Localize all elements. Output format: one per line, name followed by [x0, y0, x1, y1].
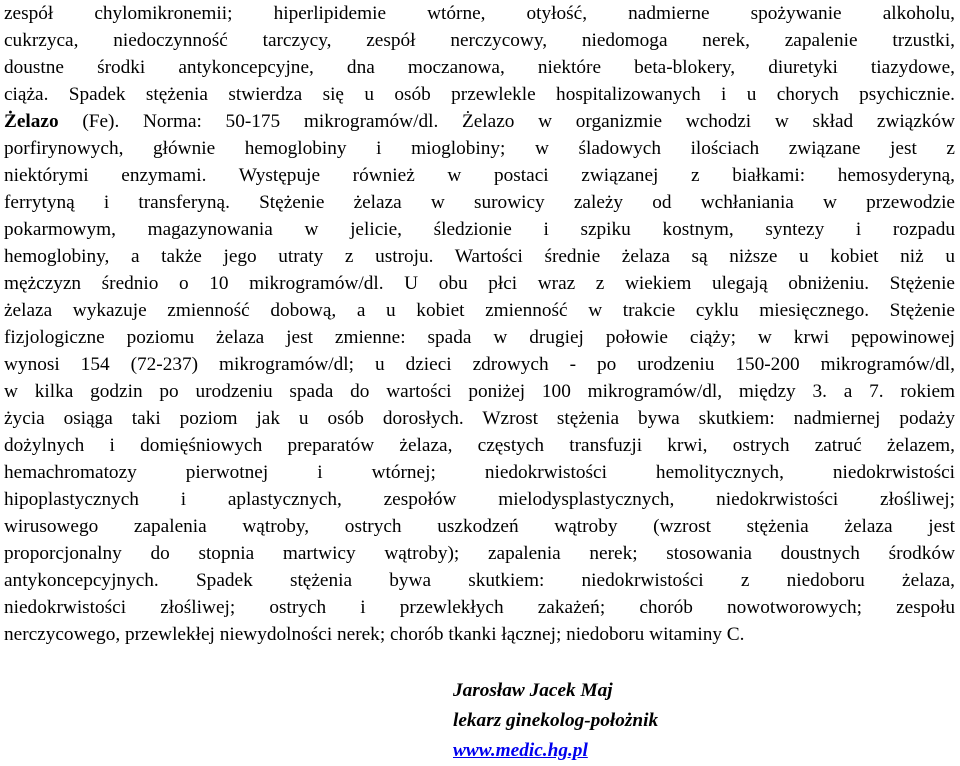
text-line-18: hemachromatozy pierwotnej i wtórnej; niedokrwistości hemolitycznych, niedokrwistości [4, 462, 955, 483]
text-line-20: wirusowego zapalenia wątroby, ostrych uszkodzeń wątroby (wzrost stężenia żelaza jest [4, 516, 955, 537]
author-title: lekarz ginekolog-położnik [453, 710, 659, 731]
website-link[interactable]: www.medic.hg.pl [453, 740, 588, 761]
document-body [4, 0, 955, 648]
text-line-13: fizjologiczne poziomu żelaza jest zmienne: spada w drugiej połowie ciąży; w krwi pępowinowej [4, 327, 955, 348]
text-line-23: niedokrwistości złośliwej; ostrych i przewlekłych zakażeń; chorób nowotworowych; zespołu [4, 597, 955, 618]
text-line-21: proporcjonalny do stopnia martwicy wątroby); zapalenia nerek; stosowania doustnych środków [4, 543, 955, 564]
text-line-6: porfirynowych, głównie hemoglobiny i mioglobiny; w śladowych ilościach związane jest z [4, 138, 955, 159]
text-line-11: mężczyzn średnio o 10 mikrogramów/dl. U obu płci wraz z wiekiem ulegają obniżeniu. Stężenie [4, 273, 955, 294]
text-line-3: doustne środki antykoncepcyjne, dna moczanowa, niektóre beta-blokery, diuretyki tiazydowe, [4, 57, 955, 78]
text-line-17: dożylnych i domięśniowych preparatów żelaza, częstych transfuzji krwi, ostrych zatruć żelazem, [4, 435, 955, 456]
text-line-10: hemoglobiny, a także jego utraty z ustroju. Wartości średnie żelaza są niższe u kobiet niż u [4, 246, 955, 267]
text-line-15: w kilka godzin po urodzeniu spada do wartości poniżej 100 mikrogramów/dl, między 3. a 7. rokiem [4, 381, 955, 402]
text-line-22: antykoncepcyjnych. Spadek stężenia bywa skutkiem: niedokrwistości z niedoboru żelaza, [4, 570, 955, 591]
text-line-1: zespół chylomikronemii; hiperlipidemie wtórne, otyłość, nadmierne spożywanie alkoholu, [4, 3, 955, 24]
author-name: Jarosław Jacek Maj [453, 680, 613, 701]
text-line-5-rest: (Fe). Norma: 50-175 mikrogramów/dl. Żelazo w organizmie wchodzi w skład związków [58, 111, 955, 132]
text-line-7: niektórymi enzymami. Występuje również w postaci związanej z białkami: hemosyderyną, [4, 165, 955, 186]
text-line-19: hipoplastycznych i aplastycznych, zespołów mielodysplastycznych, niedokrwistości złośliwej; [4, 489, 955, 510]
text-line-8: ferrytyną i transferyną. Stężenie żelaza w surowicy zależy od wchłaniania w przewodzie [4, 192, 955, 213]
text-line-16: życia osiąga taki poziom jak u osób dorosłych. Wzrost stężenia bywa skutkiem: nadmiernej podaży [4, 408, 955, 429]
text-line-4: ciąża. Spadek stężenia stwierdza się u osób przewlekle hospitalizowanych i u chorych psychicznie. [4, 84, 955, 105]
text-line-14: wynosi 154 (72-237) mikrogramów/dl; u dzieci zdrowych - po urodzeniu 150-200 mikrogramów/dl, [4, 354, 955, 375]
text-line-9: pokarmowym, magazynowania w jelicie, śledzionie i szpiku kostnym, syntezy i rozpadu [4, 219, 955, 240]
text-line-5 [4, 108, 955, 135]
section-heading-zelazo: Żelazo [4, 111, 59, 132]
text-line-24: nerczycowego, przewlekłej niewydolności nerek; chorób tkanki łącznej; niedoboru witaminy C. [4, 624, 745, 645]
text-line-2: cukrzyca, niedoczynność tarczycy, zespół nerczycowy, niedomoga nerek, zapalenie trzustki, [4, 30, 955, 51]
text-line-12: żelaza wykazuje zmienność dobową, a u kobiet zmienność w trakcie cyklu miesięcznego. Stężenie [4, 300, 955, 321]
signature-block [453, 676, 658, 766]
